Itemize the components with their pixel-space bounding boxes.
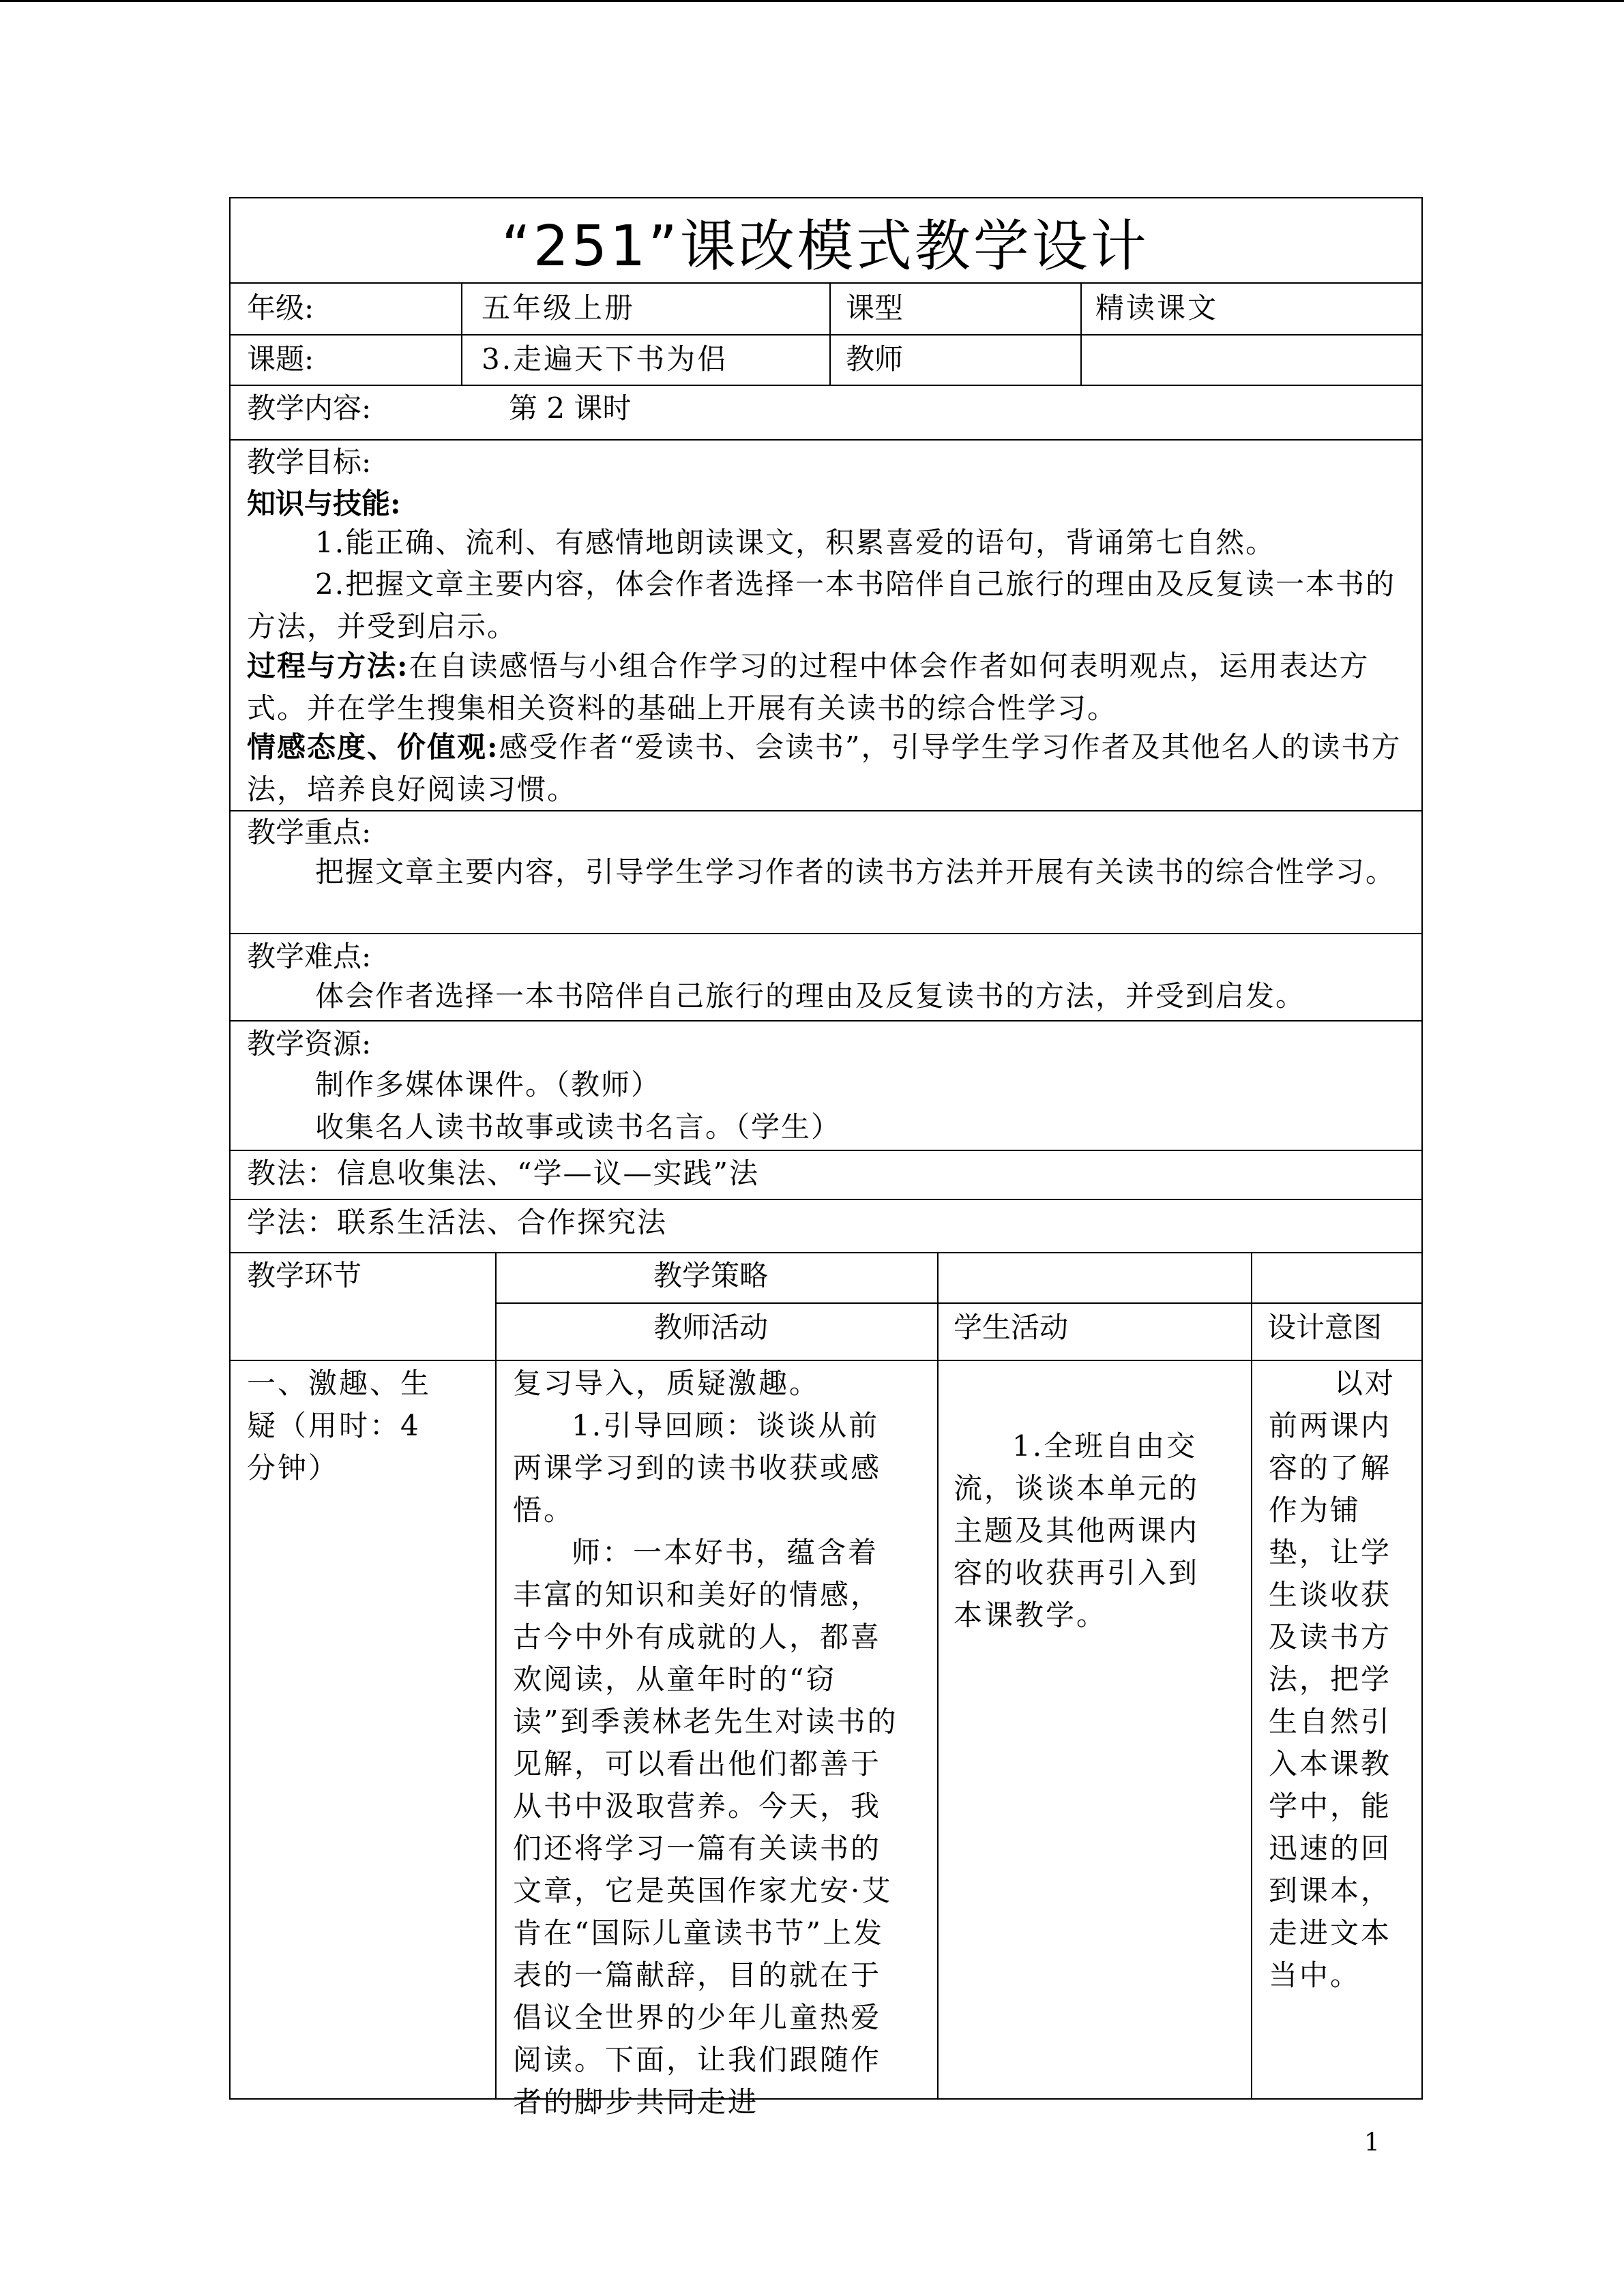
difficulties-text: 体会作者选择一本书陪伴自己旅行的理由及反复读书的方法，并受到启发。: [315, 979, 1306, 1013]
key-points-text: 把握文章主要内容，引导学生学习作者的读书方法并开展有关读书的综合性学习。: [315, 855, 1396, 889]
col-divider-stage: [495, 1252, 497, 2100]
stage-1-student: 1.全班自由交流，谈谈本单元的主题及其他两课内容的收获再引入到本课教学。: [954, 1429, 1200, 1632]
stage-1-label: 一、激趣、生疑（用时：4 分钟）: [247, 1367, 432, 1485]
emotion-values: [247, 726, 1406, 811]
resources-label: 教学资源:: [247, 1027, 372, 1060]
process-label: 过程与方法:: [247, 649, 409, 683]
emotion-text: 感受作者“爱读书、会读书”，引导学生学习作者及其他名人的读书方法，培养良好阅读习惯。: [247, 730, 1402, 806]
stage-1-teacher-speech: 师：一本好书，蕴含着丰富的知识和美好的情感，古今中外有成就的人，都喜欢阅读，从童年时的“窃读”到季羡林老先生对读书的见解，可以看出他们都善于从书中汲取营养。今天，我们还将学习一篇有关读书的文章，它是英国作家尤安·艾肯在“国际儿童读书节”上发表的一篇献辞，目的就在于倡议全世界的少年儿童热爱阅读。下面，让我们跟随作者的脚步共同走进: [513, 1536, 898, 2119]
knowledge-item-1: 1.能正确、流利、有感情地朗读课文，积累喜爱的语句，背诵第七自然。: [315, 526, 1276, 559]
objectives-label: 教学目标:: [247, 445, 372, 479]
topic-label: 课题:: [247, 342, 314, 376]
resources-item-1: 制作多媒体课件。（教师）: [315, 1068, 662, 1101]
grade-value: 五年级上册: [482, 291, 636, 325]
header-design-intent: 设计意图: [1267, 1311, 1383, 1344]
knowledge-item-2: 2.把握文章主要内容，体会作者选择一本书陪伴自己旅行的理由及反复读一本书的方法，并受到启示。: [247, 567, 1396, 643]
type-value: 精读课文: [1095, 291, 1219, 325]
topic-value: 3.走遍天下书为侣: [482, 342, 728, 376]
stage-1-intent: 以对前两课内容的了解作为铺垫，让学生谈收获及读书方法，把学生自然引入本课教学中，能迅速的回到课本，走进文本当中。: [1269, 1367, 1396, 1992]
document-title: “251”课改模式教学设计: [501, 213, 1149, 279]
resources-item-2: 收集名人读书故事或读书名言。（学生）: [315, 1110, 842, 1144]
process-method: [247, 645, 1406, 730]
learning-method: 学法：联系生活法、合作探究法: [247, 1206, 668, 1239]
knowledge-label: 知识与技能:: [247, 487, 401, 520]
page-number: 1: [1364, 2129, 1380, 2157]
col-divider-teacher: [937, 1252, 939, 2100]
process-text: 在自读感悟与小组合作学习的过程中体会作者如何表明观点，运用表达方式。并在学生搜集相关资料的基础上开展有关读书的综合性学习。: [247, 649, 1370, 725]
content-label: 教学内容:: [247, 391, 372, 425]
difficulties-label: 教学难点:: [247, 940, 372, 973]
grade-label: 年级:: [247, 291, 314, 325]
teacher-label: 教师: [846, 342, 904, 376]
stage-1-teacher-step1: 1.引导回顾：谈谈从前两课学习到的读书收获或感悟。: [513, 1409, 882, 1527]
emotion-label: 情感态度、价值观:: [247, 730, 499, 764]
key-points-label: 教学重点:: [247, 816, 372, 849]
content-value: 第 2 课时: [509, 391, 632, 425]
header-strategy: 教学策略: [653, 1259, 769, 1292]
col-divider-student: [1251, 1252, 1252, 2100]
header-teacher-activity: 教师活动: [653, 1311, 769, 1344]
row-topic: [229, 334, 1423, 386]
row-grade: [229, 282, 1423, 336]
teaching-method: 教法：信息收集法、“学—议—实践”法: [247, 1157, 759, 1190]
type-label: 课型: [846, 291, 904, 325]
stage-1-teacher-intro: 复习导入，质疑激趣。: [513, 1367, 821, 1400]
row-content: [229, 385, 1423, 441]
header-subrow-line: [495, 1302, 1423, 1304]
header-bottom-line: [229, 1360, 1423, 1361]
header-stage: 教学环节: [247, 1259, 362, 1292]
page-top-rule: [0, 0, 1624, 2]
header-student-activity: 学生活动: [954, 1311, 1069, 1344]
